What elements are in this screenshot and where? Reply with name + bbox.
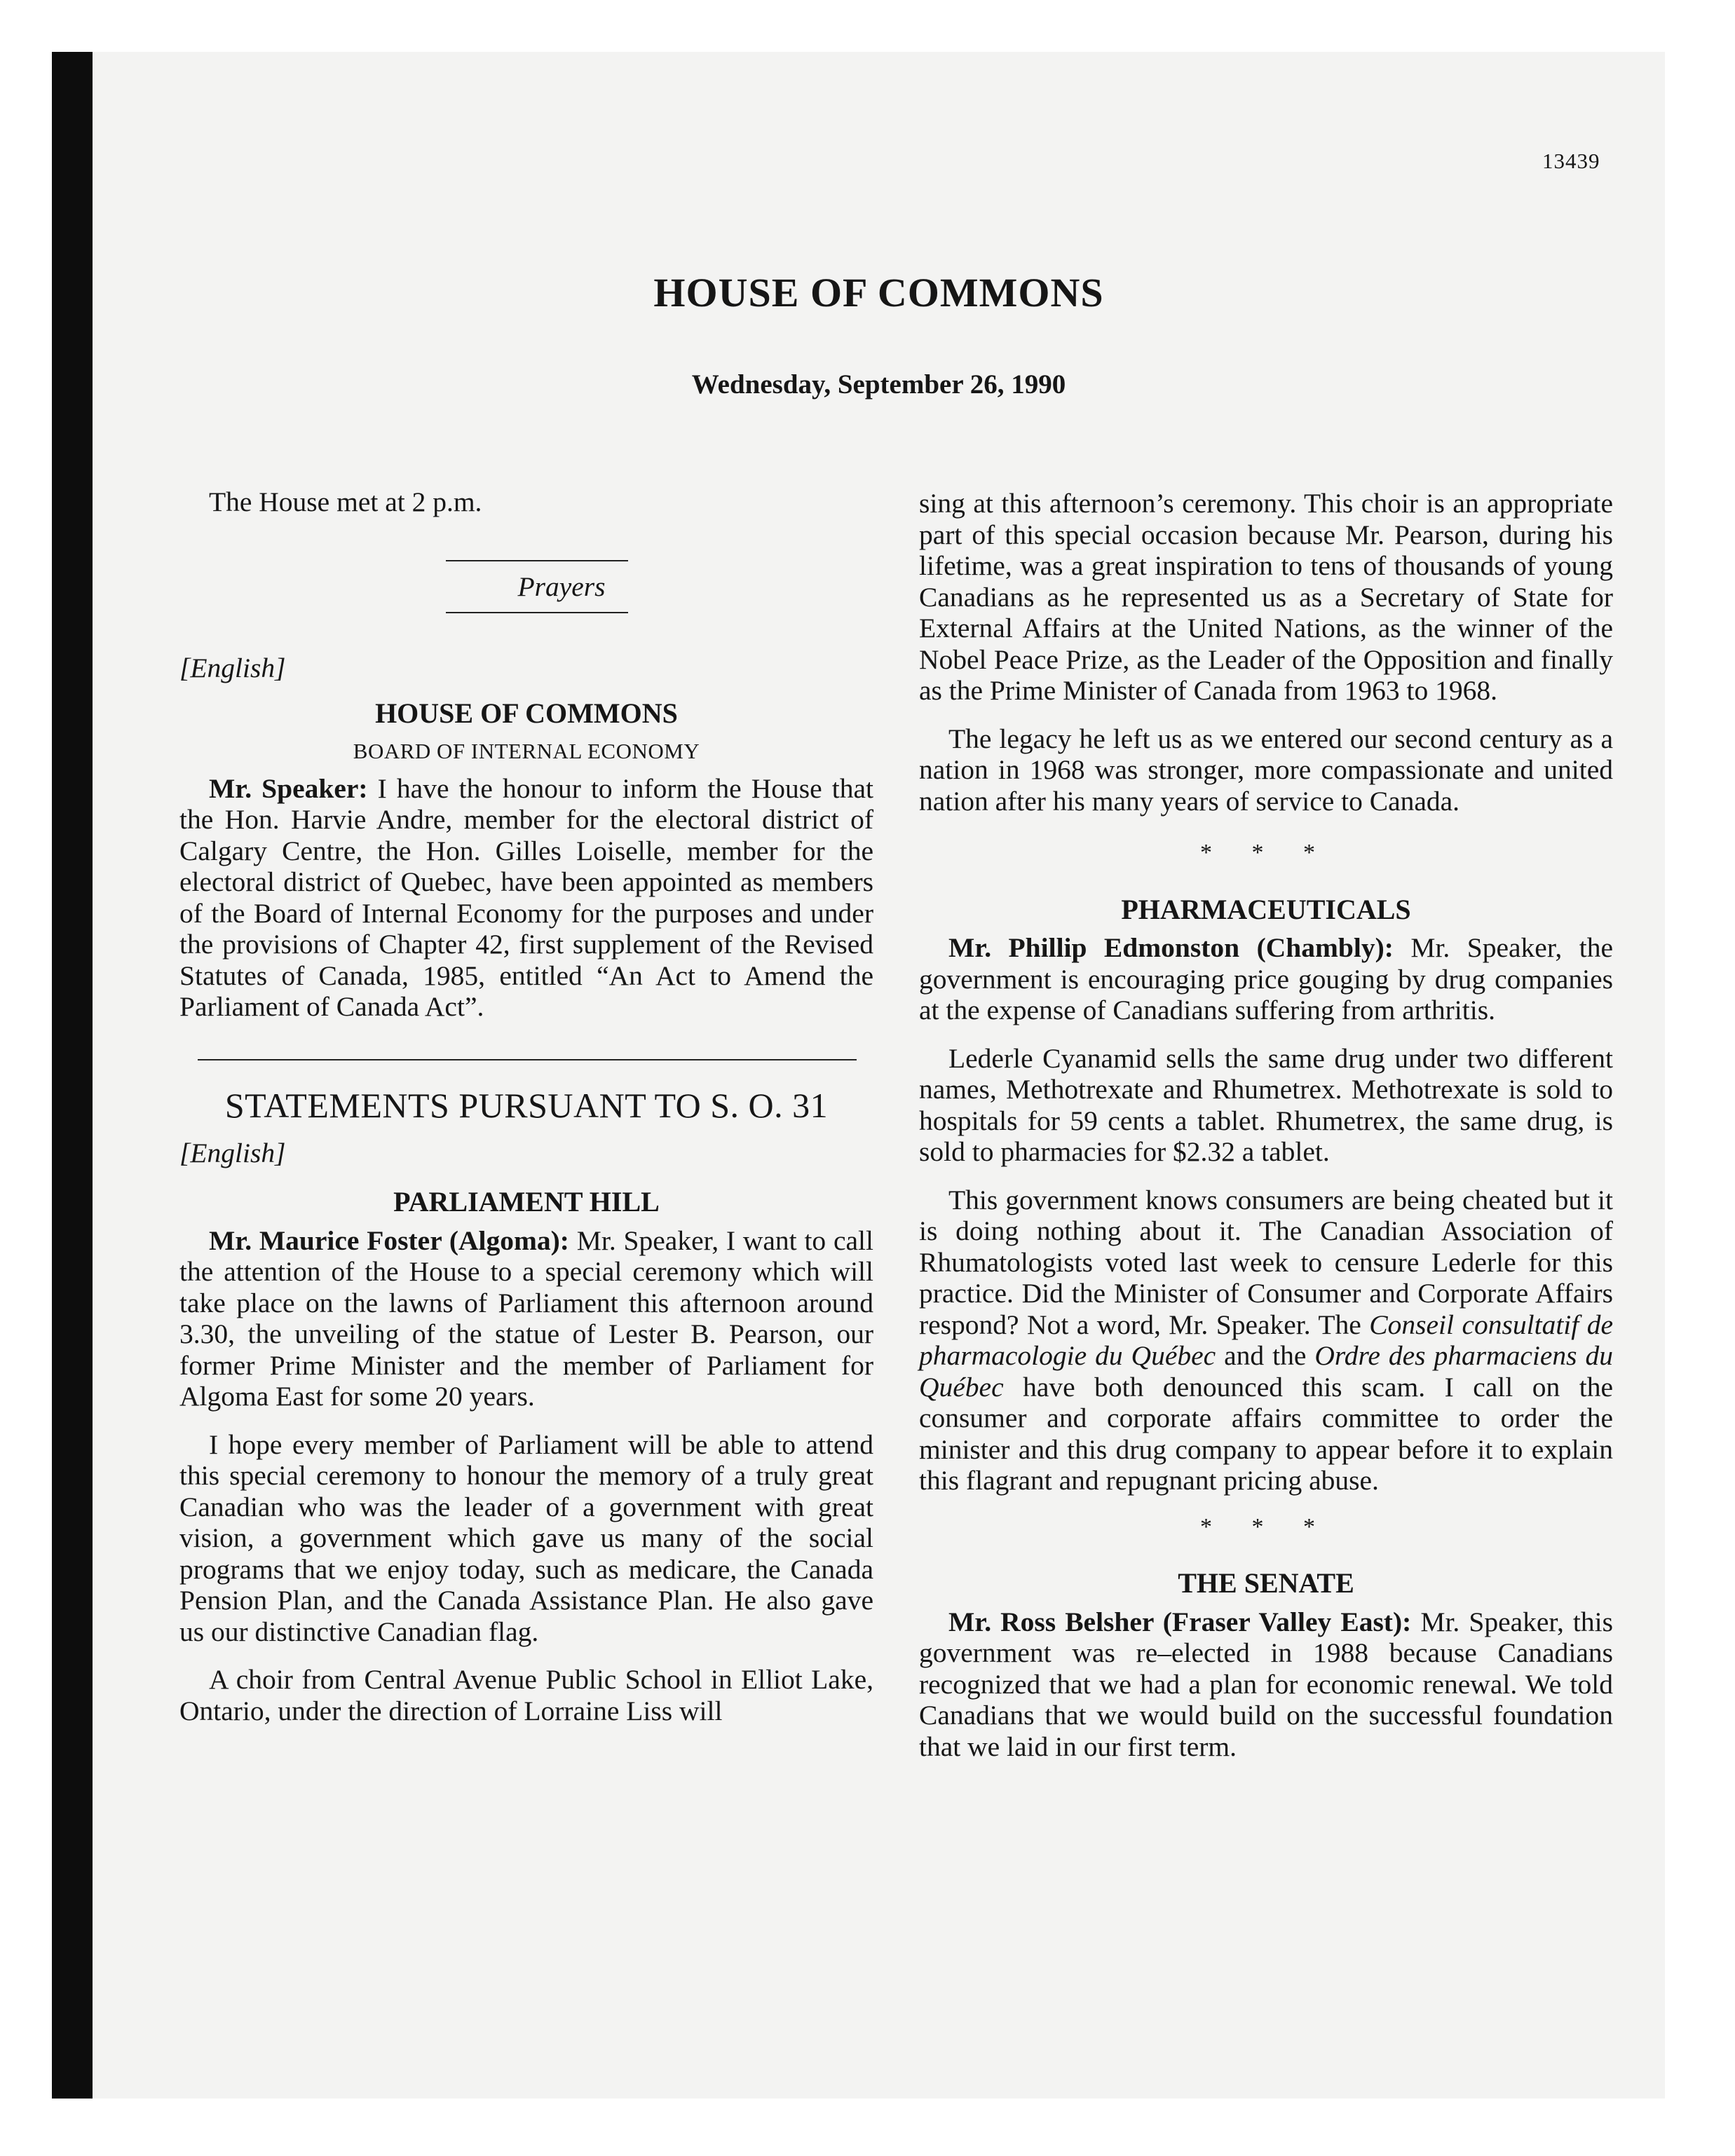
statements-heading: STATEMENTS PURSUANT TO S. O. 31 [224,1085,829,1125]
opening-line: The House met at 2 p.m. [209,486,482,517]
foster-paragraph: I hope every member of Parliament will be able to attend this special ceremony to honour the memory of a truly great Canadian who was the leader of a government with great vision, a government which gave us many of the social programs that we enjoy today, such as medicare, the Canada Pension Plan, and the Canada Assistance Plan. He also gave us our distinctive Canadian flag. [179,1428,873,1647]
edmonston-paragraph: Lederle Cyanamid sells the same drug under two different names, Methotrexate and Rhumetrex. Methotrexate is sold to hospitals for 59 cents a tablet. Rhumetrex, the same drug, is sold to pharmacies for $2.32 a tablet. [919,1042,1613,1167]
page-number: 13439 [1542,149,1600,173]
sitting-date: Wednesday, September 26, 1990 [691,369,1066,400]
pharmaceuticals-heading: PHARMACEUTICALS [1121,893,1411,925]
belsher-name: Mr. Ross Belsher (Fraser Valley East): [948,1606,1412,1637]
language-tag: [English] [179,653,286,683]
senate-heading: THE SENATE [1178,1567,1354,1599]
foster-continuation: sing at this afternoon’s ceremony. This choir is an appropriate part of this special occasion because Mr. Pearson, during his lifetime, was a great inspiration to tens of thousands of young Canadians as he represented us as a Secretary of State for External Affairs at the United Nations, as the winner of the Nobel Peace Prize, as the Leader of the Opposition and finally as the Prime Minister of Canada from 1963 to 1968. [919,488,1613,706]
foster-statement: Mr. Maurice Foster (Algoma): Mr. Speaker, I want to call the attention of the House to a special ceremony which will take place on the lawns of Parliament this afternoon around 3.30, the unveiling of the statue of Lester B. Pearson, our former Prime Minister and the member of Parliament for Algoma East for some 20 years. [179,1224,873,1412]
belsher-statement: Mr. Ross Belsher (Fraser Valley East): Mr. Speaker, this government was re–elected in 1988 because Canadians recognized that we had a plan for economic renewal. We told Canadians that we would build on the successful foundation that we laid in our first term. [919,1606,1613,1762]
edmonston-statement: Mr. Phillip Edmonston (Chambly): Mr. Speaker, the government is encouraging price gouging by drug companies at the expense of Canadians suffering from arthritis. [919,932,1613,1025]
speaker-name: Mr. Speaker: [209,772,368,804]
right-column [919,488,1613,1762]
edmonston-paragraph: This government knows consumers are being cheated but it is doing nothing about it. The Canadian Association of Rhumatologists voted last week to censure Lederle for this practice. Did the Minister of Consumer and Corporate Affairs respond? Not a word, Mr. Speaker. The Conseil consultatif de pharmacologie du Québec and the Ordre des pharmaciens du Québec have both denounced this scam. I call on the consumer and corporate affairs committee to order the minister and this drug company to appear before it to explain this flagrant and repugnant pricing abuse. [919,1184,1613,1496]
section-subheading-board: BOARD OF INTERNAL ECONOMY [353,739,700,763]
speaker-statement: Mr. Speaker: I have the honour to inform the House that the Hon. Harvie Andre, member for the electoral district of Calgary Centre, the Hon. Gilles Loiselle, member for the electoral district of Quebec, have been appointed as members of the Board of Internal Economy for the purposes and under the provisions of Chapter 42, first supplement of the Revised Statutes of Canada, 1985, entitled “An Act to Amend the Parliament of Canada Act”. [179,772,874,1022]
hansard-page [93,52,1665,2099]
page-title: HOUSE OF COMMONS [653,270,1104,315]
prayers-label: Prayers [517,571,606,602]
edmonston-name: Mr. Phillip Edmonston (Chambly): [948,932,1394,963]
foster-paragraph: The legacy he left us as we entered our second century as a nation in 1968 was stronger, more compassionate and united nation after his many years of service to Canada. [919,723,1613,817]
parliament-hill-heading: PARLIAMENT HILL [393,1186,660,1217]
separator-stars: * * * [1200,1513,1332,1540]
scan-border [52,52,93,2099]
left-column [179,486,873,1726]
separator-stars: * * * [1200,840,1332,866]
section-heading-house: HOUSE OF COMMONS [375,697,678,729]
foster-name: Mr. Maurice Foster (Algoma): [209,1224,569,1256]
language-tag: [English] [179,1137,286,1168]
foster-paragraph: A choir from Central Avenue Public School in Elliot Lake, Ontario, under the direction of Lorraine Liss will [179,1664,873,1726]
